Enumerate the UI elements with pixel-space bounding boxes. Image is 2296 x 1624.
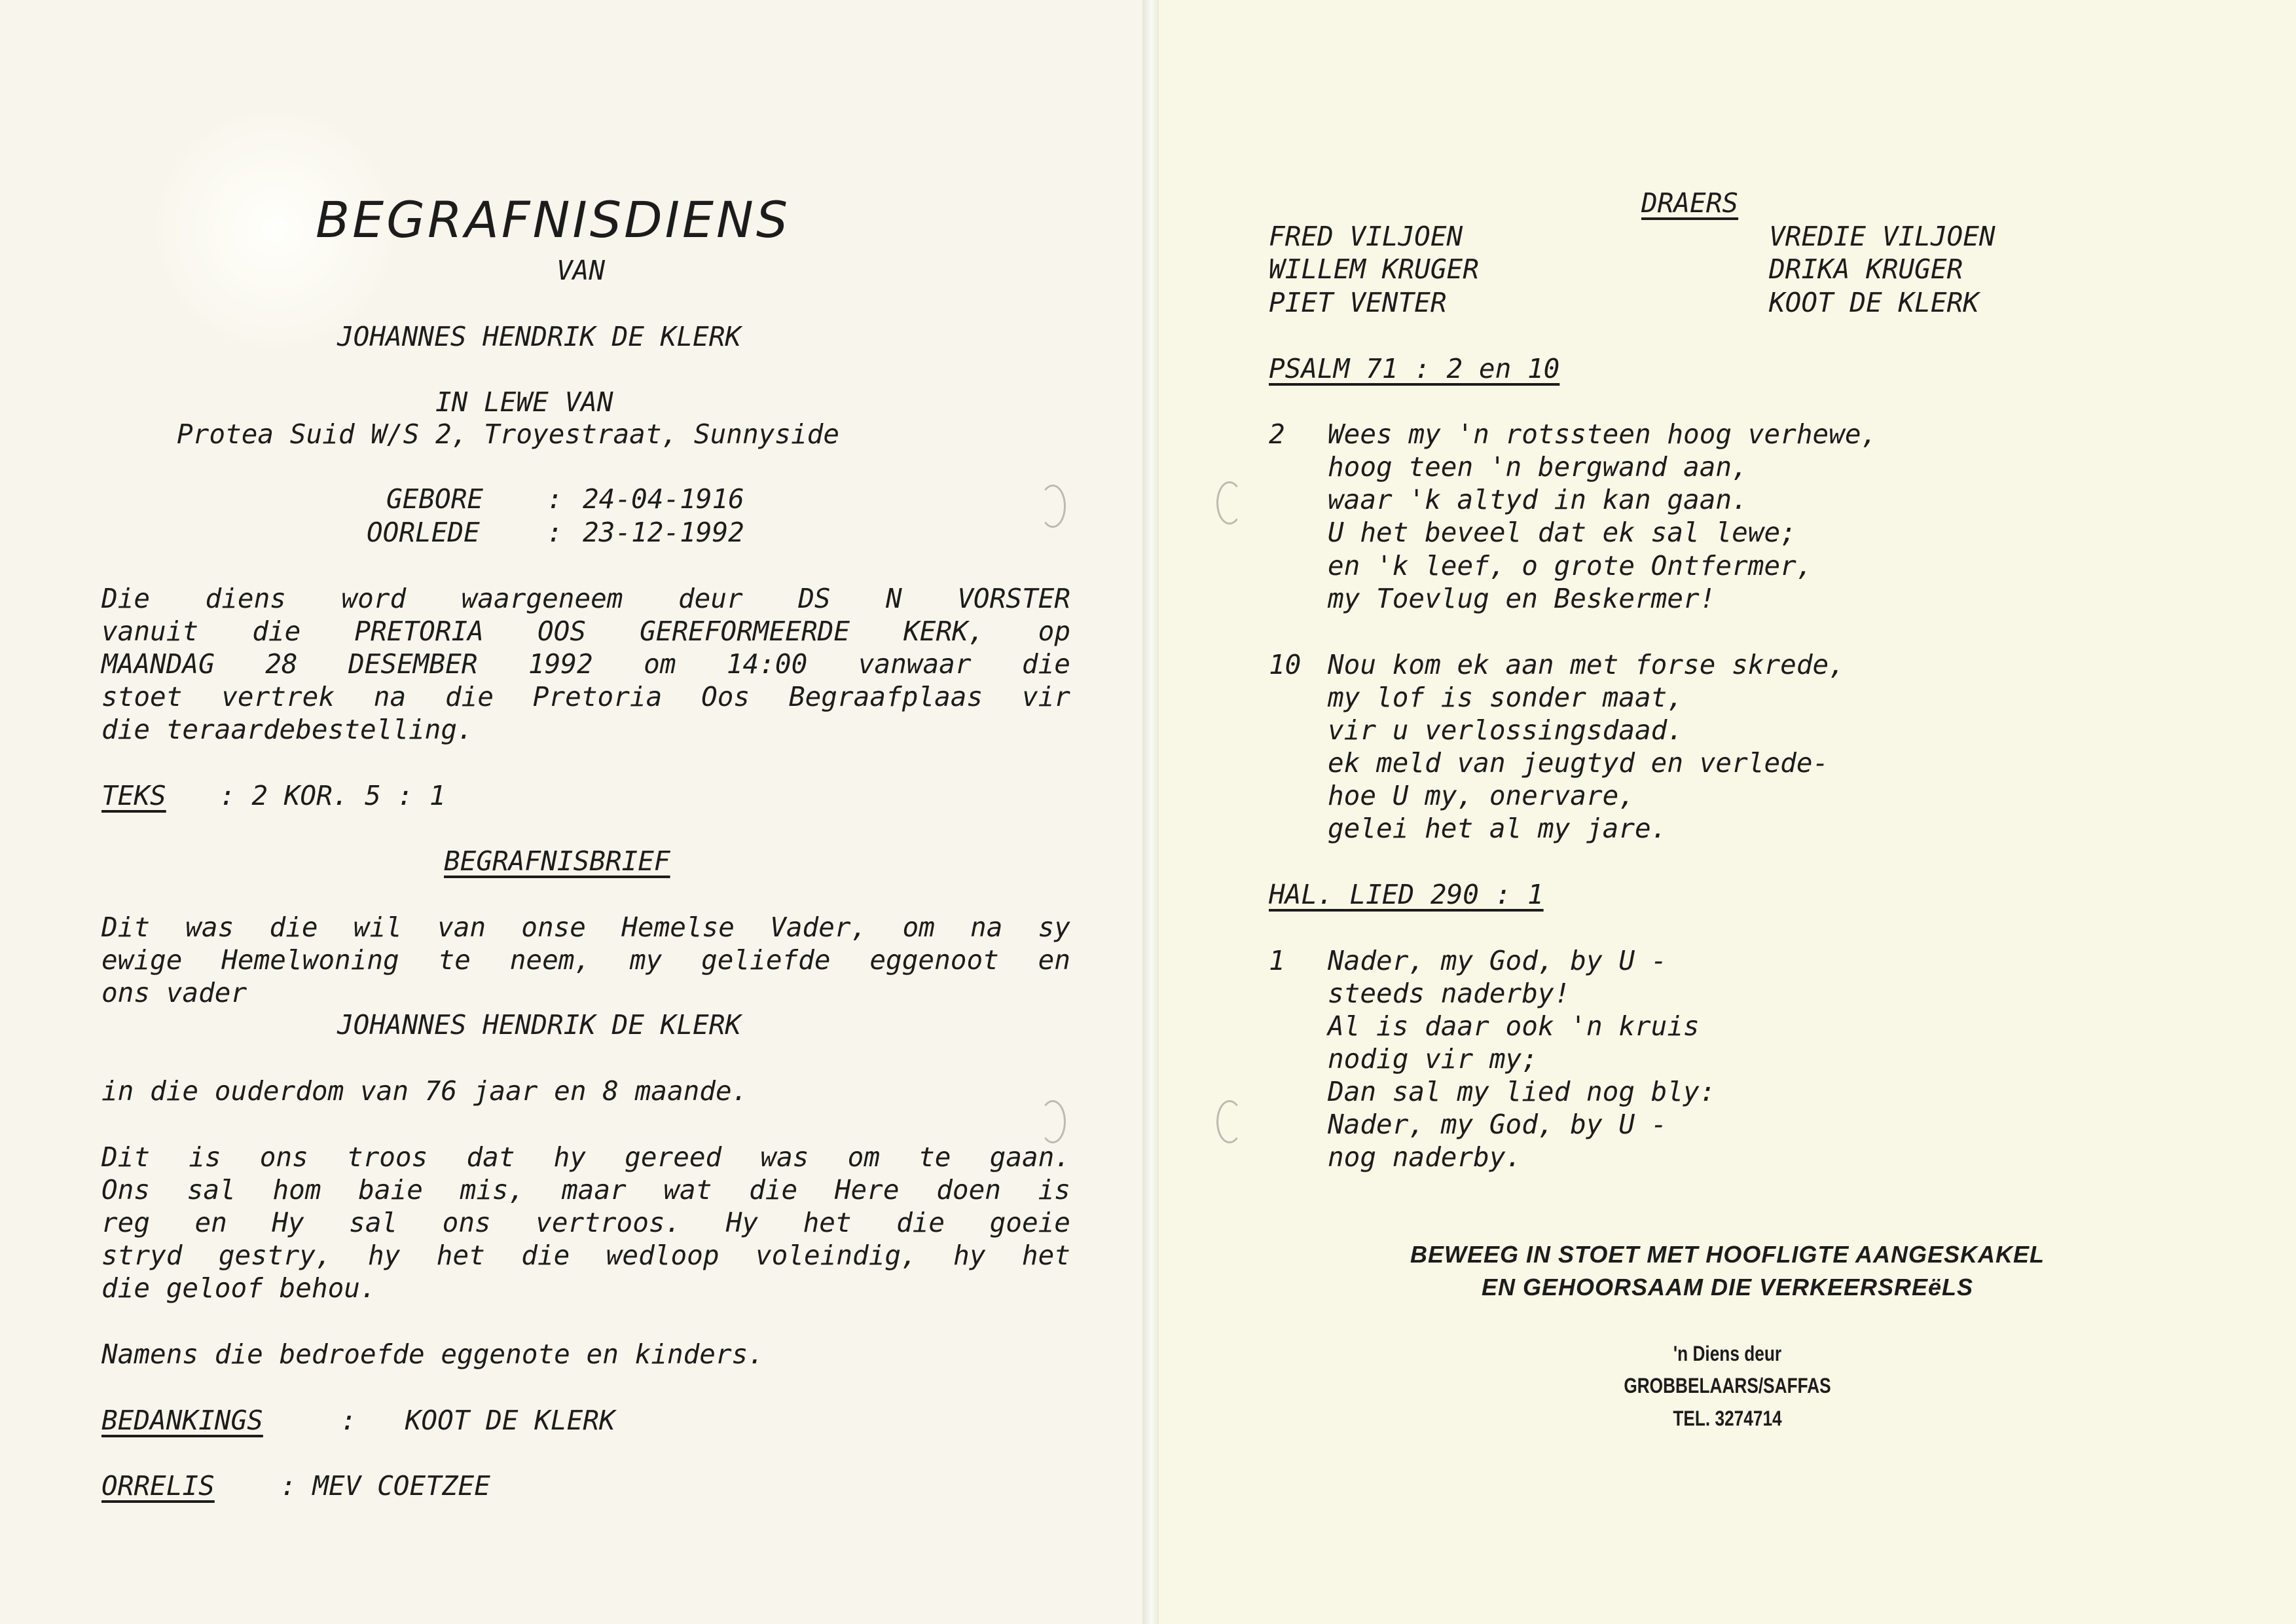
oorlede-separator: : bbox=[547, 517, 563, 548]
lied-heading: HAL. LIED 290 : 1 bbox=[1269, 879, 1544, 910]
hymn-line: nog naderby. bbox=[1328, 1141, 1522, 1173]
address: Protea Suid W/S 2, Troyestraat, Sunnyside bbox=[177, 418, 840, 450]
pallbearer-name: DRIKA KRUGER bbox=[1769, 253, 1963, 285]
verse-line: gelei het al my jare. bbox=[1328, 813, 1667, 844]
oorlede-date: 23-12-1992 bbox=[583, 517, 744, 548]
troos-line: die geloof behou. bbox=[101, 1272, 376, 1304]
hymn-line: nodig vir my; bbox=[1328, 1043, 1538, 1075]
hymn-line: steeds naderby! bbox=[1328, 978, 1571, 1009]
brief-heading: BEGRAFNISBRIEF bbox=[444, 845, 670, 877]
bedankings-label: BEDANKINGS bbox=[101, 1405, 263, 1436]
brief-line: ons vader bbox=[101, 977, 247, 1008]
troos-line: Dit is ons troos dat hy gereed was om te gaan. bbox=[101, 1141, 1070, 1173]
undertaker-name: GROBBELAARS/SAFFAS bbox=[1624, 1374, 1831, 1397]
undertaker-telephone: TEL. 3274714 bbox=[1673, 1407, 1782, 1430]
verse-line: en 'k leef, o grote Ontfermer, bbox=[1328, 550, 1813, 581]
verse-line: my Toevlug en Beskermer! bbox=[1328, 583, 1716, 614]
verse-line: my lof is sonder maat, bbox=[1328, 682, 1684, 713]
oorlede-label: OORLEDE bbox=[367, 517, 480, 548]
verse-line: ek meld van jeugtyd en verlede- bbox=[1328, 747, 1829, 779]
teks-label: TEKS bbox=[101, 780, 166, 811]
verse-number: 1 bbox=[1269, 945, 1285, 976]
right-page bbox=[1159, 0, 2296, 1624]
brief-line: ewige Hemelwoning te neem, my geliefde eggenoot en bbox=[101, 944, 1070, 976]
age-line: in die ouderdom van 76 jaar en 8 maande. bbox=[101, 1075, 748, 1107]
pallbearer-name: VREDIE VILJOEN bbox=[1769, 221, 1995, 252]
in-lewe-van-label: IN LEWE VAN bbox=[435, 386, 613, 418]
punch-hole bbox=[1216, 1100, 1243, 1143]
traffic-notice: BEWEEG IN STOET MET HOOFLIGTE AANGESKAKEL bbox=[1410, 1241, 2045, 1268]
service-line: die teraardebestelling. bbox=[101, 714, 473, 745]
verse-line: Wees my 'n rotssteen hoog verhewe, bbox=[1328, 418, 1878, 450]
verse-line: U het beveel dat ek sal lewe; bbox=[1328, 517, 1796, 548]
verse-number: 2 bbox=[1269, 418, 1285, 450]
deceased-name: JOHANNES HENDRIK DE KLERK bbox=[337, 321, 742, 352]
gebore-separator: : bbox=[547, 483, 563, 515]
troos-line: reg en Hy sal ons vertroos. Hy het die goeie bbox=[101, 1207, 1070, 1238]
service-line: MAANDAG 28 DESEMBER 1992 om 14:00 vanwaar die bbox=[101, 648, 1070, 680]
traffic-notice: EN GEHOORSAAM DIE VERKEERSREëLS bbox=[1481, 1274, 1974, 1301]
service-by: 'n Diens deur bbox=[1673, 1342, 1782, 1365]
verse-line: waar 'k altyd in kan gaan. bbox=[1328, 484, 1748, 515]
verse-line: vir u verlossingsdaad. bbox=[1328, 714, 1684, 746]
namens-line: Namens die bedroefde eggenote en kinders. bbox=[101, 1338, 765, 1370]
orrelis-label: ORRELIS bbox=[101, 1470, 215, 1502]
bedankings-value: : KOOT DE KLERK bbox=[340, 1405, 615, 1436]
verse-line: hoog teen 'n bergwand aan, bbox=[1328, 451, 1748, 483]
troos-line: stryd gestry, hy het die wedloop voleindig, hy het bbox=[101, 1240, 1070, 1271]
verse-line: Nou kom ek aan met forse skrede, bbox=[1328, 649, 1845, 680]
fold-gutter bbox=[1142, 0, 1159, 1624]
pallbearer-name: FRED VILJOEN bbox=[1269, 221, 1463, 252]
brief-name: JOHANNES HENDRIK DE KLERK bbox=[337, 1009, 742, 1041]
van-label: VAN bbox=[556, 255, 606, 286]
left-page bbox=[0, 0, 1142, 1624]
brief-line: Dit was die wil van onse Hemelse Vader, om na sy bbox=[101, 912, 1070, 943]
hymn-line: Nader, my God, by U - bbox=[1328, 945, 1667, 976]
pallbearer-name: PIET VENTER bbox=[1269, 287, 1447, 318]
page-title: BEGRAFNISDIENS bbox=[316, 191, 791, 249]
punch-hole bbox=[1040, 1100, 1066, 1143]
verse-number: 10 bbox=[1269, 649, 1302, 680]
punch-hole bbox=[1216, 481, 1243, 525]
orrelis-value: : MEV COETZEE bbox=[280, 1470, 490, 1502]
punch-hole bbox=[1040, 485, 1066, 528]
pallbearer-name: WILLEM KRUGER bbox=[1269, 253, 1479, 285]
hymn-line: Dan sal my lied nog bly: bbox=[1328, 1076, 1716, 1107]
hymn-line: Nader, my God, by U - bbox=[1328, 1109, 1667, 1140]
draers-heading: DRAERS bbox=[1641, 187, 1739, 219]
troos-line: Ons sal hom baie mis, maar wat die Here doen is bbox=[101, 1174, 1070, 1206]
verse-line: hoe U my, onervare, bbox=[1328, 780, 1635, 811]
hymn-line: Al is daar ook 'n kruis bbox=[1328, 1010, 1700, 1042]
gebore-label: GEBORE bbox=[386, 483, 484, 515]
gebore-date: 24-04-1916 bbox=[583, 483, 744, 515]
service-line: vanuit die PRETORIA OOS GEREFORMEERDE KERK, op bbox=[101, 616, 1070, 647]
pallbearer-name: KOOT DE KLERK bbox=[1769, 287, 1979, 318]
psalm-heading: PSALM 71 : 2 en 10 bbox=[1269, 353, 1560, 384]
service-line: Die diens word waargeneem deur DS N VORSTER bbox=[101, 583, 1070, 614]
teks-value: : 2 KOR. 5 : 1 bbox=[219, 780, 446, 811]
service-line: stoet vertrek na die Pretoria Oos Begraafplaas vir bbox=[101, 681, 1070, 712]
